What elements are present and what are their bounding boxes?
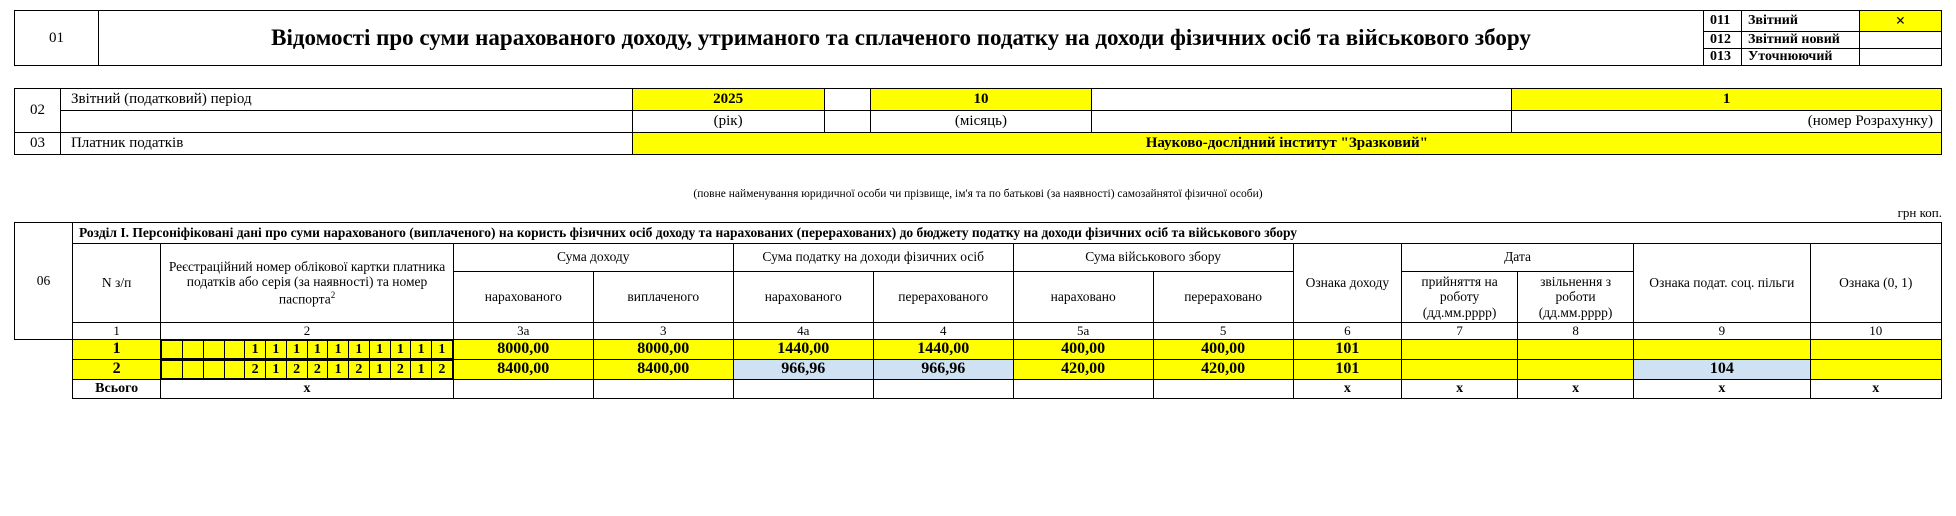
- row1-sign01[interactable]: [1810, 340, 1941, 360]
- row2-rnokpp-d3[interactable]: [203, 361, 224, 379]
- row1-rnokpp-d2[interactable]: [183, 341, 204, 359]
- row1-vz-accrued[interactable]: 400,00: [1013, 340, 1153, 360]
- period-spacer-4: [1092, 111, 1512, 133]
- period-spacer-2: [1092, 89, 1512, 111]
- calc-number-sub-label: (номер Розрахунку): [1512, 111, 1942, 133]
- col-header-hire-date: прийняття на роботу (дд.мм.рррр): [1402, 271, 1518, 323]
- row1-rnokpp-d10[interactable]: 1: [349, 341, 370, 359]
- section-one-title: Розділ I. Персоніфіковані дані про суми нарахованого (виплаченого) на користь фізичних осіб доходу та нарахованих (перерахованих) до бюджету податку на доходи фізичних осіб та військового збору: [73, 223, 1942, 244]
- section-one-block: [14, 222, 1942, 399]
- row2-rnokpp-d14[interactable]: 2: [432, 361, 453, 379]
- row1-rnokpp-d5[interactable]: 1: [245, 341, 266, 359]
- row1-rnokpp-d3[interactable]: [203, 341, 224, 359]
- period-spacer-1: [824, 89, 870, 111]
- colnum-3a: 3а: [453, 323, 593, 340]
- type-code-013: 013: [1704, 49, 1742, 66]
- row1-rnokpp-d12[interactable]: 1: [390, 341, 411, 359]
- type-code-011: 011: [1704, 11, 1742, 32]
- col-header-vz-sum: Сума військового збору: [1013, 243, 1293, 271]
- col-header-pdfo-transferred: перерахованого: [873, 271, 1013, 323]
- row2-tax-benefit[interactable]: 104: [1634, 360, 1811, 380]
- payer-name-field[interactable]: Науково-дослідний інститут "Зразковий": [632, 133, 1941, 155]
- form-title: Відомості про суми нарахованого доходу, утриманого та сплаченого податку на доходи фізичних осіб та військового збору: [99, 11, 1704, 66]
- totals-row: [15, 380, 1942, 399]
- row1-fire-date[interactable]: [1518, 340, 1634, 360]
- type-label-013: Уточнюючий: [1742, 49, 1860, 66]
- column-number-row: [15, 323, 1942, 340]
- total-vz-transferred: [1153, 380, 1293, 399]
- row2-rnokpp-d8[interactable]: 2: [307, 361, 328, 379]
- total-hire-date: х: [1402, 380, 1518, 399]
- row1-rnokpp-d8[interactable]: 1: [307, 341, 328, 359]
- payer-label: Платник податків: [60, 133, 632, 155]
- colnum-7: 7: [1402, 323, 1518, 340]
- col-header-date: Дата: [1402, 243, 1634, 271]
- type-label-012: Звітний новий: [1742, 32, 1860, 49]
- col-header-income-accrued: нарахованого: [453, 271, 593, 323]
- row2-income-paid[interactable]: 8400,00: [593, 360, 733, 380]
- type-code-012: 012: [1704, 32, 1742, 49]
- row1-rnokpp-d1[interactable]: [162, 341, 183, 359]
- row2-rnokpp-d4[interactable]: [224, 361, 245, 379]
- row2-rnokpp-d13[interactable]: 1: [411, 361, 432, 379]
- table-row[interactable]: [15, 360, 1942, 380]
- row2-rnokpp-d5[interactable]: 2: [245, 361, 266, 379]
- colnum-5a: 5а: [1013, 323, 1153, 340]
- type-checkbox-012[interactable]: [1860, 32, 1942, 49]
- row2-fire-date[interactable]: [1518, 360, 1634, 380]
- row1-rnokpp-d13[interactable]: 1: [411, 341, 432, 359]
- row2-rnokpp-d12[interactable]: 2: [390, 361, 411, 379]
- period-month-field[interactable]: 10: [870, 89, 1092, 111]
- type-checkbox-011[interactable]: ×: [1860, 11, 1942, 32]
- col-header-sign01: Ознака (0, 1): [1810, 243, 1941, 323]
- payer-name-footnote: (повне найменування юридичної особи чи прізвище, ім'я та по батькові (за наявності) самозайнятої фізичної особи): [693, 188, 1263, 200]
- total-income-paid: [593, 380, 733, 399]
- col-header-rnokpp: [161, 243, 454, 323]
- period-year-field[interactable]: 2025: [632, 89, 824, 111]
- row2-rnokpp[interactable]: [161, 360, 454, 380]
- type-checkbox-013[interactable]: [1860, 49, 1942, 66]
- period-spacer-3: [824, 111, 870, 133]
- row2-income-accrued[interactable]: 8400,00: [453, 360, 593, 380]
- colnum-9: 9: [1634, 323, 1811, 340]
- total-tax-benefit: х: [1634, 380, 1811, 399]
- total-pdfo-accrued: [733, 380, 873, 399]
- row2-pdfo-accrued[interactable]: 966,96: [733, 360, 873, 380]
- total-rnokpp: х: [161, 380, 454, 399]
- row2-pdfo-transferred[interactable]: 966,96: [873, 360, 1013, 380]
- row1-hire-date[interactable]: [1402, 340, 1518, 360]
- colnum-4a: 4а: [733, 323, 873, 340]
- row1-n[interactable]: 1: [73, 340, 161, 360]
- type-label-011: Звітний: [1742, 11, 1860, 32]
- form-header-block: [14, 10, 1942, 66]
- row2-rnokpp-d7[interactable]: 2: [286, 361, 307, 379]
- period-month-sub-label: (місяць): [870, 111, 1092, 133]
- row1-rnokpp-d4[interactable]: [224, 341, 245, 359]
- row-id-01: 01: [15, 11, 99, 66]
- row1-income-sign[interactable]: 101: [1293, 340, 1401, 360]
- row-id-06: 06: [15, 223, 73, 340]
- col-header-pdfo-accrued: нарахованого: [733, 271, 873, 323]
- row1-pdfo-accrued[interactable]: 1440,00: [733, 340, 873, 360]
- total-fire-date: х: [1518, 380, 1634, 399]
- period-label: Звітний (податковий) період: [60, 89, 632, 111]
- row2-rnokpp-d10[interactable]: 2: [349, 361, 370, 379]
- row-id-03: 03: [15, 133, 61, 155]
- col-header-rnokpp-superscript: 2: [330, 289, 336, 300]
- total-label: Всього: [73, 380, 161, 399]
- col-header-vz-transferred: перераховано: [1153, 271, 1293, 323]
- period-payer-block: [14, 88, 1942, 155]
- colnum-10: 10: [1810, 323, 1941, 340]
- row2-rnokpp-d9[interactable]: 1: [328, 361, 349, 379]
- row1-income-paid[interactable]: 8000,00: [593, 340, 733, 360]
- col-header-income-sign: Ознака доходу: [1293, 243, 1401, 323]
- col-header-income-paid: виплаченого: [593, 271, 733, 323]
- col-header-fire-date: звільнення з роботи (дд.мм.рррр): [1518, 271, 1634, 323]
- colnum-8: 8: [1518, 323, 1634, 340]
- row2-rnokpp-d6[interactable]: 1: [266, 361, 287, 379]
- col-header-tax-benefit-sign: Ознака подат. соц. пільги: [1634, 243, 1811, 323]
- colnum-4: 4: [873, 323, 1013, 340]
- row1-rnokpp-d11[interactable]: 1: [369, 341, 390, 359]
- row2-vz-transferred[interactable]: 420,00: [1153, 360, 1293, 380]
- colnum-3: 3: [593, 323, 733, 340]
- calc-number-field[interactable]: 1: [1512, 89, 1942, 111]
- row1-income-accrued[interactable]: 8000,00: [453, 340, 593, 360]
- total-sign01: х: [1810, 380, 1941, 399]
- row2-sign01[interactable]: [1810, 360, 1941, 380]
- period-year-sub-label: (рік): [632, 111, 824, 133]
- row1-rnokpp-d7[interactable]: 1: [286, 341, 307, 359]
- row1-vz-transferred[interactable]: 400,00: [1153, 340, 1293, 360]
- row1-rnokpp[interactable]: [161, 340, 454, 360]
- row2-vz-accrued[interactable]: 420,00: [1013, 360, 1153, 380]
- row2-hire-date[interactable]: [1402, 360, 1518, 380]
- period-blank-cell: [60, 111, 632, 133]
- row2-rnokpp-d1[interactable]: [162, 361, 183, 379]
- total-pdfo-transferred: [873, 380, 1013, 399]
- row-id-02: 02: [15, 89, 61, 133]
- units-note: грн коп.: [1897, 205, 1942, 220]
- row2-income-sign[interactable]: 101: [1293, 360, 1401, 380]
- col-header-vz-accrued: нараховано: [1013, 271, 1153, 323]
- colnum-6: 6: [1293, 323, 1401, 340]
- table-row[interactable]: [15, 340, 1942, 360]
- row2-rnokpp-d2[interactable]: [183, 361, 204, 379]
- colnum-5: 5: [1153, 323, 1293, 340]
- row1-rnokpp-d6[interactable]: 1: [266, 341, 287, 359]
- col-header-income-sum: Сума доходу: [453, 243, 733, 271]
- colnum-2: 2: [161, 323, 454, 340]
- row1-pdfo-transferred[interactable]: 1440,00: [873, 340, 1013, 360]
- col-header-pdfo-sum: Сума податку на доходи фізичних осіб: [733, 243, 1013, 271]
- total-income-sign: х: [1293, 380, 1401, 399]
- total-vz-accrued: [1013, 380, 1153, 399]
- row1-rnokpp-d9[interactable]: 1: [328, 341, 349, 359]
- colnum-1: 1: [73, 323, 161, 340]
- total-income-accrued: [453, 380, 593, 399]
- row2-rnokpp-d11[interactable]: 1: [369, 361, 390, 379]
- row2-n[interactable]: 2: [73, 360, 161, 380]
- col-header-n: N з/п: [73, 243, 161, 323]
- row1-rnokpp-d14[interactable]: 1: [432, 341, 453, 359]
- col-header-rnokpp-text: Реєстраційний номер облікової картки платника податків або серія (за наявності) та номер паспорта: [168, 258, 446, 307]
- row1-tax-benefit[interactable]: [1634, 340, 1811, 360]
